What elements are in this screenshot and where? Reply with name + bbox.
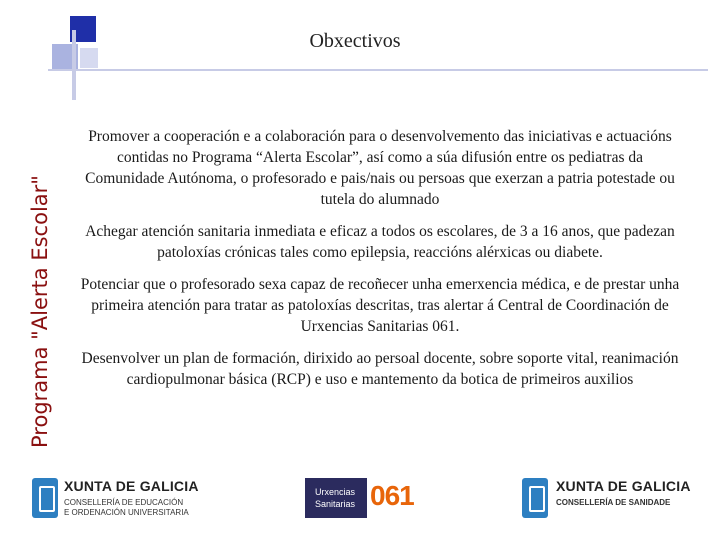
education-department-label — [64, 498, 194, 518]
objective-paragraph: Desenvolver un plan de formación, dirixido ao persoal docente, sobre soporte vital, reanimación cardiopulmonar básica (RCP) e uso e mantemento da botica de primeiros auxilios — [81, 350, 679, 388]
decor-vertical-line — [72, 30, 76, 100]
urxencias-number: 061 — [370, 480, 414, 511]
education-line-1: CONSELLERÍA DE EDUCACIÓN — [64, 498, 184, 507]
objectives-list — [80, 126, 680, 401]
xunta-logo-text: XUNTA DE GALICIA — [64, 478, 199, 494]
title-divider — [48, 69, 708, 71]
education-line-2: E ORDENACIÓN UNIVERSITARIA — [64, 508, 189, 517]
objective-paragraph: Potenciar que o profesorado sexa capaz de recoñecer unha emerxencia médica, e de prestar unha primeira atención para tratar as patoloxías descritas, tras alertar á Central de Coordinación de Urxencias Sanitarias 061. — [80, 276, 680, 335]
objective-paragraph: Promover a cooperación e a colaboración para o desenvolvemento das iniciativas e actuacións contidas no Programa “Alerta Escolar”, así como a súa difusión entre os pediatras da Comunidade Autónoma, o profesorado e pais/nais ou persoas que exerzan a patria potestade ou tutela do alumnado — [85, 128, 675, 208]
footer-logos — [0, 472, 720, 528]
objective-paragraph: Achegar atención sanitaria inmediata e eficaz a todos os escolares, de 3 a 16 anos, que padezan patoloxías crónicas tales como epilepsia, reaccións alérxicas ou diabete. — [85, 223, 675, 261]
galicia-crest-icon — [32, 478, 58, 518]
slide-title: Obxectivos — [309, 30, 401, 52]
urxencias-line-1: Urxencias — [315, 487, 356, 497]
urxencias-line-2: Sanitarias — [315, 499, 356, 509]
side-program-label: Programa "Alerta Escolar" — [28, 175, 52, 448]
health-department-label: CONSELLERÍA DE SANIDADE — [556, 498, 671, 507]
xunta-logo-text: XUNTA DE GALICIA — [556, 478, 691, 494]
galicia-crest-icon — [522, 478, 548, 518]
urxencias-logo — [305, 478, 367, 518]
decor-square-pale — [80, 48, 98, 68]
